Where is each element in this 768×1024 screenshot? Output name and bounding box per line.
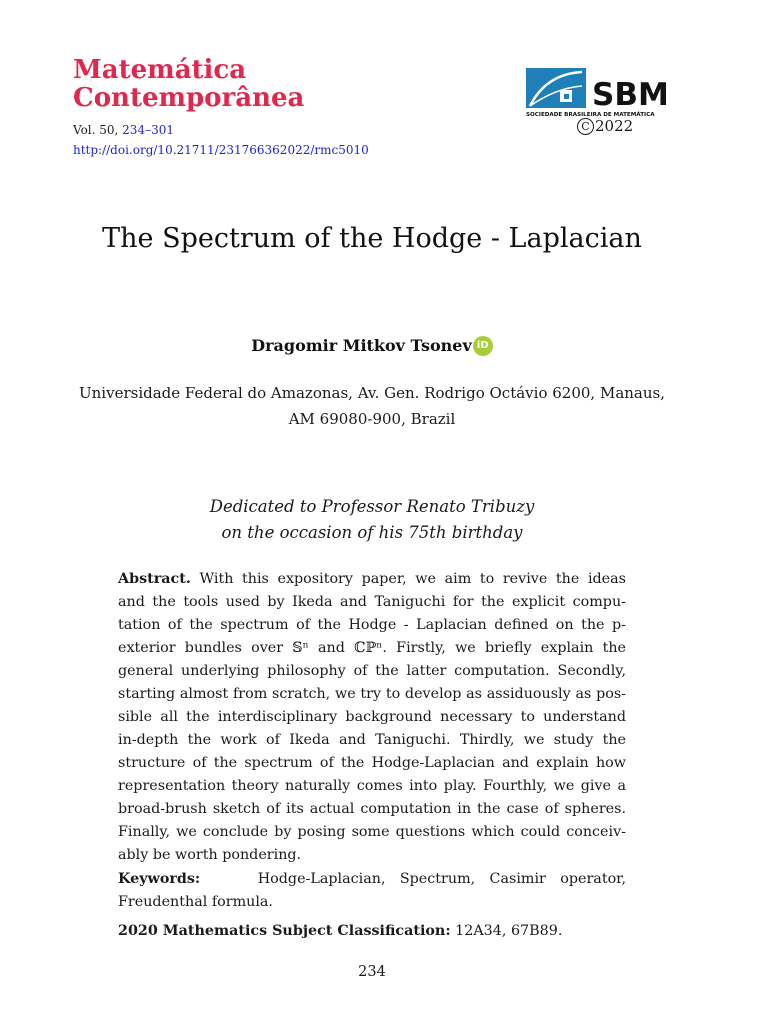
affiliation-line2: AM 69080-900, Brazil (288, 410, 456, 428)
abstract-line: ably be worth pondering. (118, 847, 302, 863)
dedication-line2: on the occasion of his 75th birthday (221, 523, 523, 542)
sbm-logo (526, 68, 676, 118)
keywords (118, 868, 626, 914)
abstract-line: tation of the spectrum of the Hodge - Laplacian defined on the p- (118, 617, 626, 633)
msc-label: 2020 Mathematics Subject Classification: (118, 923, 451, 939)
affiliation (60, 380, 684, 432)
keywords-text: Hodge-Laplacian, Spectrum, Casimir operator, (257, 871, 626, 887)
author-name: Dragomir Mitkov Tsonev (251, 336, 472, 355)
copyright-icon: C (577, 118, 594, 135)
abstract-line: exterior bundles over 𝕊ⁿ and ℂℙⁿ. Firstly, we briefly explain the (118, 640, 626, 656)
abstract-line: Finally, we conclude by posing some questions which could conceiv- (118, 824, 626, 840)
dedication-line1: Dedicated to Professor Renato Tribuzy (209, 497, 535, 516)
abstract-line: representation theory naturally comes into play. Fourthly, we give a (118, 778, 626, 794)
abstract-line: and the tools used by Ikeda and Taniguchi for the explicit compu- (118, 594, 626, 610)
journal-name-line1: Matemática (73, 55, 247, 85)
abstract (118, 568, 626, 867)
journal-meta (73, 120, 369, 160)
sbm-logo-graphic (526, 68, 676, 118)
keywords-line: Freudenthal formula. (118, 894, 273, 910)
abstract-label: Abstract. (118, 571, 191, 587)
keywords-label: Keywords: (118, 871, 201, 887)
keywords-line (118, 868, 626, 891)
abstract-line: structure of the spectrum of the Hodge-Laplacian and explain how (118, 755, 626, 771)
pages-link[interactable]: 234–301 (122, 123, 174, 137)
doi-link[interactable]: http://doi.org/10.21711/231766362022/rmc5010 (73, 143, 369, 157)
abstract-line: sible all the interdisciplinary background necessary to understand (118, 709, 626, 725)
abstract-line (118, 568, 626, 591)
msc-value: 12A34, 67B89. (455, 923, 563, 939)
abstract-line: in-depth the work of Ikeda and Taniguchi. Thirdly, we study the (118, 732, 626, 748)
msc-classification (118, 920, 626, 943)
paper-title: The Spectrum of the Hodge - Laplacian (102, 223, 642, 254)
orcid-icon[interactable]: iD (473, 336, 493, 356)
abstract-line: broad-brush sketch of its actual computation in the case of spheres. (118, 801, 626, 817)
abstract-line: general underlying philosophy of the latter computation. Secondly, (118, 663, 626, 679)
journal-name (73, 56, 304, 112)
abstract-text: With this expository paper, we aim to revive the ideas (199, 571, 627, 587)
author-line (0, 336, 744, 356)
logo-subtext: SOCIEDADE BRASILEIRA DE MATEMÁTICA (526, 112, 655, 118)
dedication (60, 494, 684, 546)
abstract-line: starting almost from scratch, we try to develop as assiduously as pos- (118, 686, 626, 702)
volume-label: Vol. 50, (73, 123, 119, 137)
journal-name-line2: Contemporânea (73, 83, 305, 113)
affiliation-line1: Universidade Federal do Amazonas, Av. Gen. Rodrigo Octávio 6200, Manaus, (79, 384, 665, 402)
logo-text: SBM (592, 77, 669, 113)
page-number: 234 (358, 964, 386, 980)
copyright-year: 2022 (595, 117, 634, 135)
copyright (577, 117, 633, 135)
